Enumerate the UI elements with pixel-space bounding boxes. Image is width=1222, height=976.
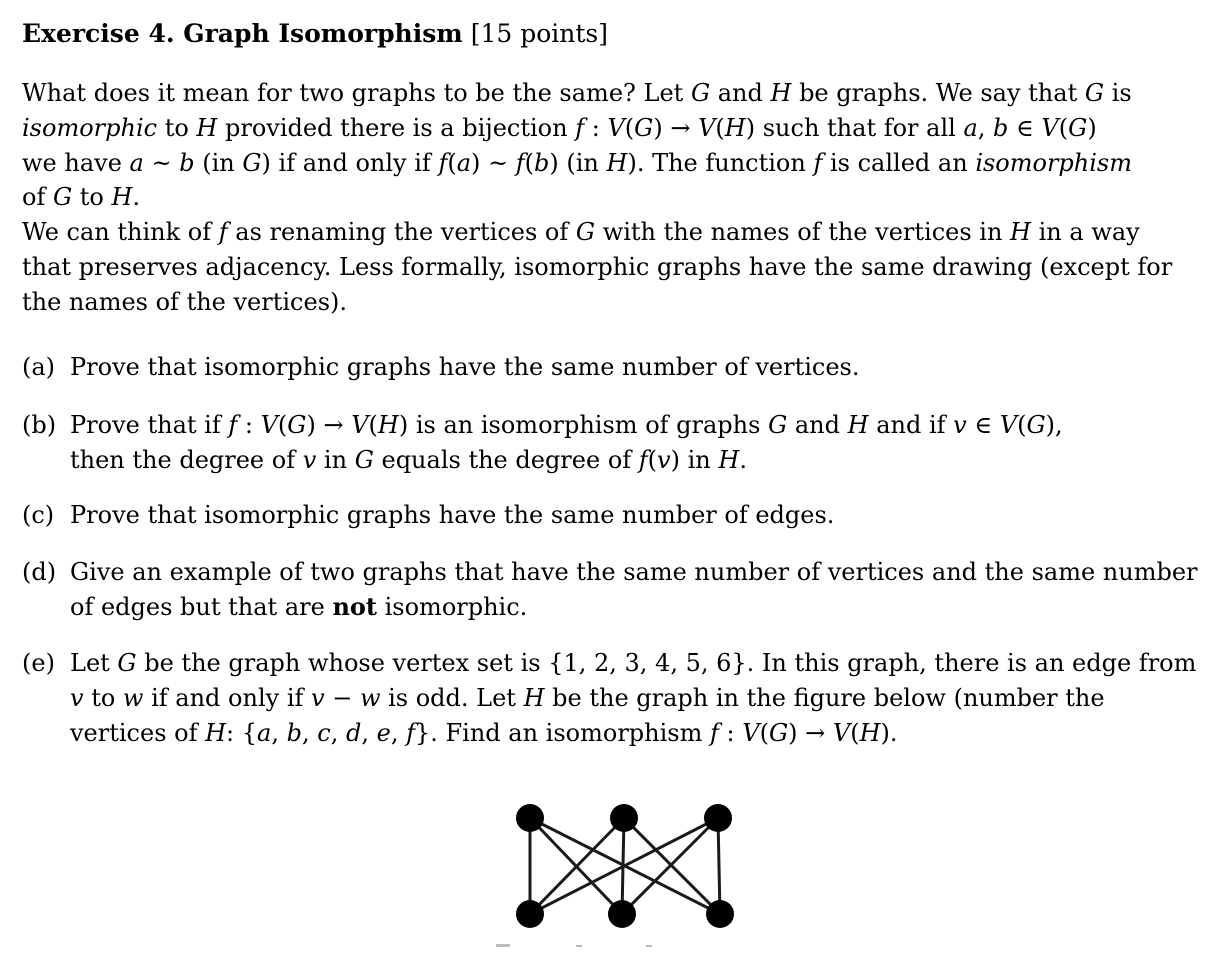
graph-h-svg bbox=[496, 790, 756, 950]
graph-h-figure bbox=[496, 790, 756, 950]
part-b bbox=[22, 408, 1174, 478]
exercise-heading bbox=[22, 14, 1174, 54]
part-text: of edges but that are not isomorphic. bbox=[70, 591, 528, 621]
vertex bbox=[516, 804, 544, 832]
vertex bbox=[704, 804, 732, 832]
part-label: (a) bbox=[22, 352, 56, 381]
vertex bbox=[610, 804, 638, 832]
part-label: (b) bbox=[22, 411, 57, 440]
part-label: (e) bbox=[22, 649, 55, 678]
part-text: Prove that if f : V(G) → V(H) is an isomorphism of graphs G and H and if v ∈ V(G), bbox=[70, 411, 1063, 440]
intro-line: the names of the vertices). bbox=[22, 287, 348, 316]
intro-paragraph bbox=[22, 76, 1174, 320]
figure-crop-artifacts bbox=[496, 944, 652, 947]
intro-line: isomorphic to H provided there is a bijection f : V(G) → V(H) such that for all a, b ∈ V(G) bbox=[22, 113, 1097, 142]
part-label: (c) bbox=[22, 500, 55, 529]
vertex bbox=[706, 900, 734, 928]
exercise-points: [15 points] bbox=[470, 19, 608, 48]
vertex bbox=[608, 900, 636, 928]
intro-line: We can think of f as renaming the vertices of G with the names of the vertices in H in a way bbox=[22, 218, 1140, 247]
part-c bbox=[22, 498, 1174, 533]
part-text: Give an example of two graphs that have the same number of vertices and the same number bbox=[70, 557, 1198, 586]
vertex bbox=[516, 900, 544, 928]
part-text: v to w if and only if v − w is odd. Let H be the graph in the figure below (number the bbox=[70, 684, 1105, 713]
crop-mark bbox=[646, 945, 652, 947]
crop-mark bbox=[576, 945, 582, 947]
exercise-title: Exercise 4. Graph Isomorphism bbox=[22, 19, 463, 48]
graph-edges bbox=[530, 818, 720, 914]
exercise-parts bbox=[22, 350, 1198, 751]
crop-mark bbox=[496, 944, 510, 947]
part-text: Prove that isomorphic graphs have the same number of edges. bbox=[70, 500, 835, 529]
part-d bbox=[22, 555, 1198, 625]
intro-line: that preserves adjacency. Less formally, isomorphic graphs have the same drawing (except for bbox=[22, 252, 1173, 281]
part-text: then the degree of v in G equals the degree of f(v) in H. bbox=[70, 446, 747, 475]
part-a bbox=[22, 350, 1174, 385]
part-text: Let G be the graph whose vertex set is {1, 2, 3, 4, 5, 6}. In this graph, there is an edge from bbox=[70, 649, 1197, 678]
intro-line: we have a ~ b (in G) if and only if f(a) ~ f(b) (in H). The function f is called an isomorphism bbox=[22, 148, 1133, 177]
edge bbox=[622, 818, 624, 914]
intro-line: of G to H. bbox=[22, 183, 141, 212]
part-label: (d) bbox=[22, 557, 57, 586]
intro-line: What does it mean for two graphs to be the same? Let G and H be graphs. We say that G is bbox=[22, 79, 1132, 107]
part-text: vertices of H: {a, b, c, d, e, f}. Find an isomorphism f : V(G) → V(H). bbox=[70, 718, 898, 747]
part-text: Prove that isomorphic graphs have the same number of vertices. bbox=[70, 352, 860, 381]
exercise-page bbox=[22, 14, 1198, 773]
edge bbox=[718, 818, 720, 914]
part-e bbox=[22, 646, 1197, 750]
